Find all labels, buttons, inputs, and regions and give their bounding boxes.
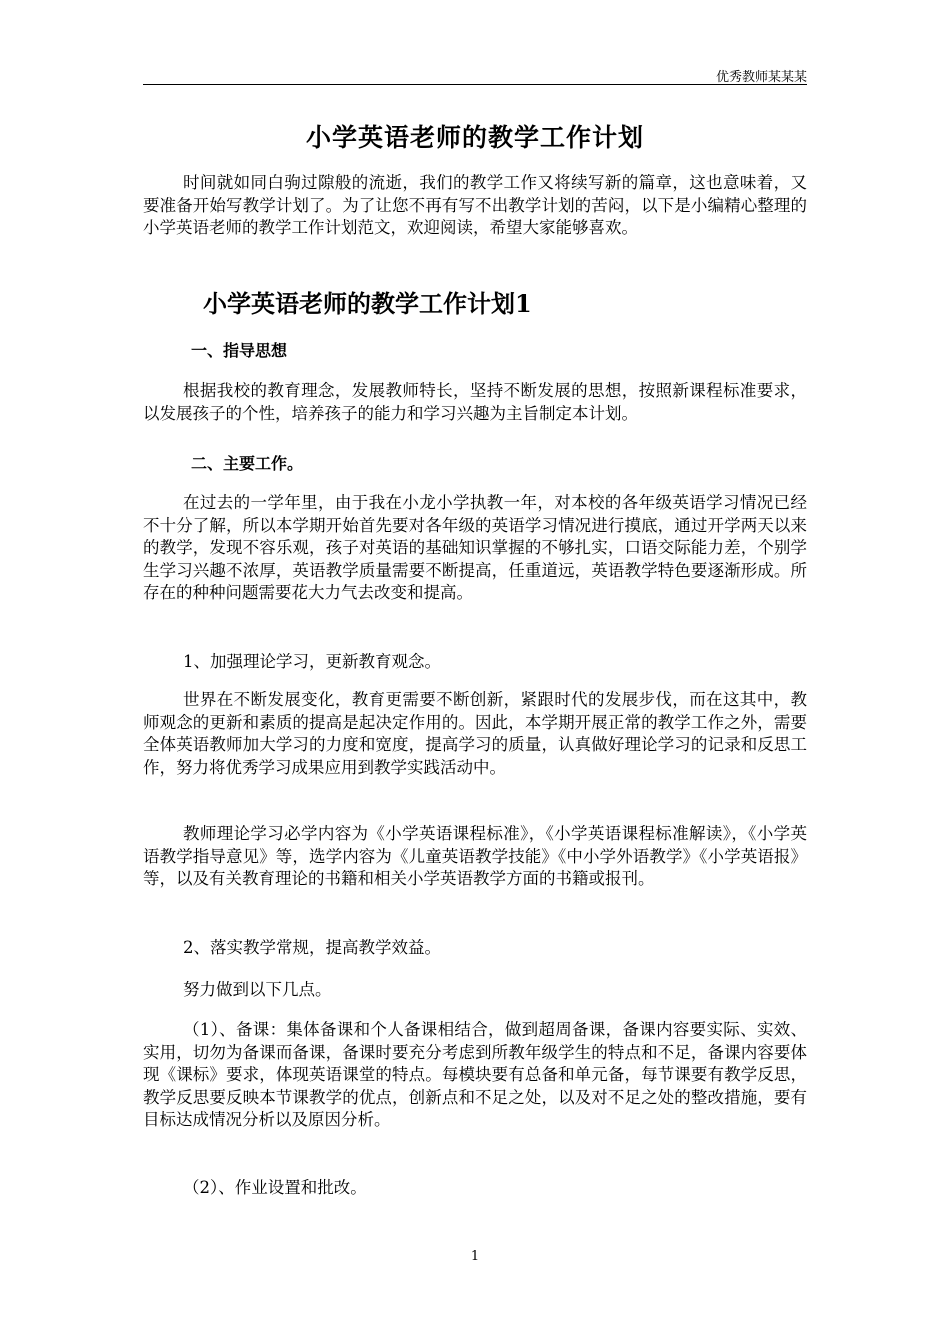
document-title: 小学英语老师的教学工作计划 xyxy=(305,123,644,152)
paragraph-reading-list: 教师理论学习必学内容为《小学英语课程标准》，《小学英语课程标准解读》，《小学英语教学指导意见》等，选学内容为《儿童英语教学技能》《中小学外语教学》《小学英语报》等，以及有关教育理论的书籍和相关小学英语教学方面的书籍或报刊。 xyxy=(143,824,807,888)
section-title: 小学英语老师的教学工作计划1 xyxy=(203,289,532,318)
intro-paragraph: 时间就如同白驹过隙般的流逝，我们的教学工作又将续写新的篇章，这也意味着，又要准备开始写教学计划了。为了让您不再有写不出教学计划的苦闷，以下是小编精心整理的小学英语老师的教学工作计划范文，欢迎阅读，希望大家能够喜欢。 xyxy=(143,173,807,237)
paragraph-theory-study: 世界在不断发展变化，教育更需要不断创新，紧跟时代的发展步伐，而在这其中，教师观念的更新和素质的提高是起决定作用的。因此，本学期开展正常的教学工作之外，需要全体英语教师加大学习的力度和宽度，提高学习的质量，认真做好理论学习的记录和反思工作，努力将优秀学习成果应用到教学实践活动中。 xyxy=(143,690,807,777)
header-author: 优秀教师某某某 xyxy=(715,70,807,85)
paragraph-lesson-prep: （1）、备课：集体备课和个人备课相结合，做到超周备课，备课内容要实际、实效、实用，切勿为备课而备课，备课时要充分考虑到所教年级学生的特点和不足，备课内容要体现《课标》要求，体现英语课堂的特点。每模块要有总备和单元备，每节课要有教学反思，教学反思要反映本节课教学的优点，创新点和不足之处，以及对不足之处的整改措施，要有目标达成情况分析以及原因分析。 xyxy=(143,1020,807,1129)
item-homework: （2）、作业设置和批改。 xyxy=(183,1178,367,1197)
page-number: 1 xyxy=(470,1249,480,1264)
heading-guiding-ideology: 一、指导思想 xyxy=(191,341,288,360)
item-teaching-routine-lead: 努力做到以下几点。 xyxy=(183,980,332,999)
paragraph-main-work: 在过去的一学年里，由于我在小龙小学执教一年，对本校的各年级英语学习情况已经不十分了解，所以本学期开始首先要对各年级的英语学习情况进行摸底，通过开学两天以来的教学，发现不容乐观，孩子对英语的基础知识掌握的不够扎实，口语交际能力差，个别学生学习兴趣不浓厚，英语教学质量需要不断提高，任重道远，英语教学特色要逐渐形成。所存在的种种问题需要花大力气去改变和提高。 xyxy=(143,493,807,602)
header-divider xyxy=(143,84,807,85)
item-teaching-routine: 2、落实教学常规，提高教学效益。 xyxy=(183,938,441,957)
item-theory-study: 1、加强理论学习，更新教育观念。 xyxy=(183,652,441,671)
paragraph-guiding-ideology: 根据我校的教育理念，发展教师特长，坚持不断发展的思想，按照新课程标准要求，以发展孩子的个性，培养孩子的能力和学习兴趣为主旨制定本计划。 xyxy=(143,381,807,423)
heading-main-work: 二、主要工作。 xyxy=(191,454,304,473)
